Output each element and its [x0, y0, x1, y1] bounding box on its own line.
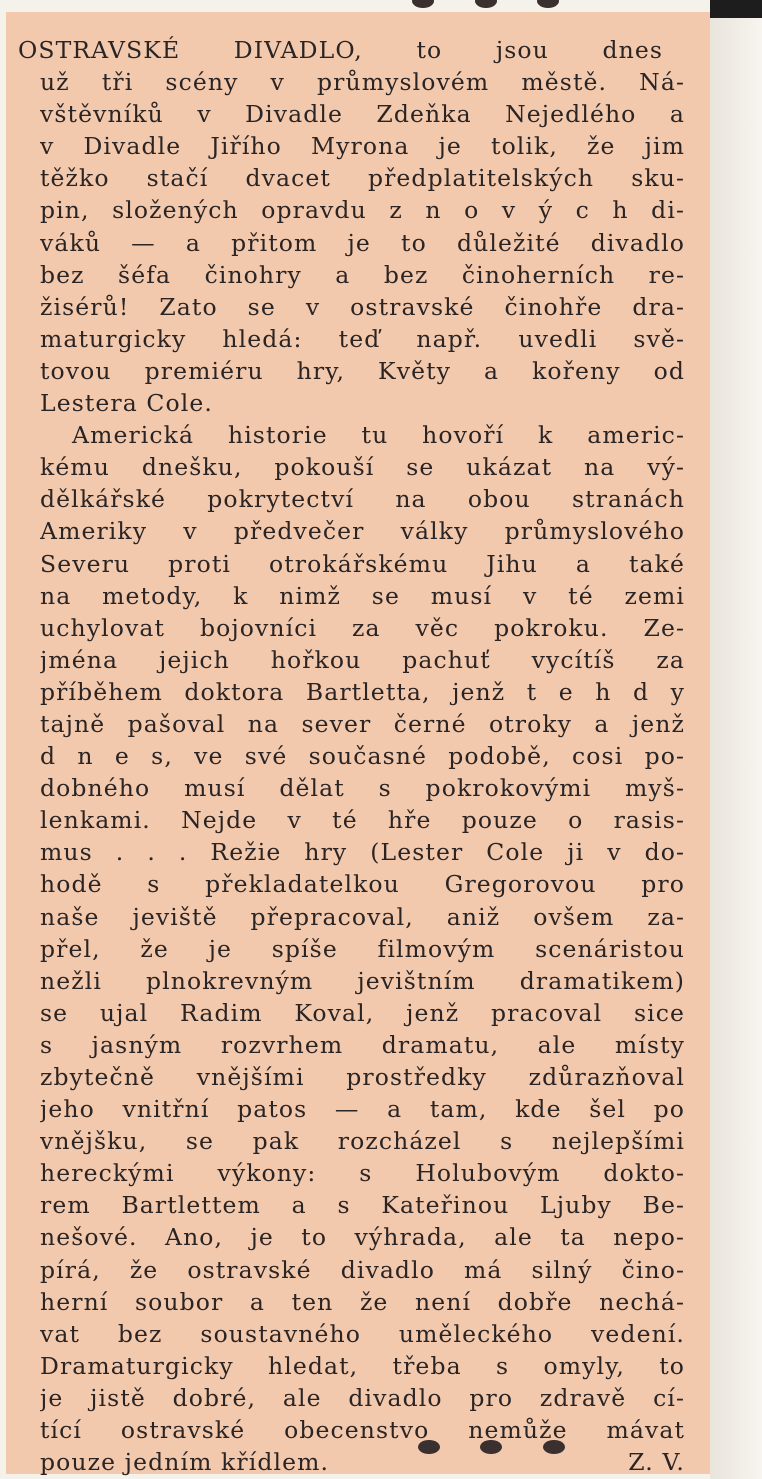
text-line: nežli plnokrevným jevištním dramatikem) [40, 966, 685, 995]
text-line: hereckými výkony: s Holubovým dokto- [40, 1159, 685, 1188]
text-line: vštěvníků v Divadle Zdeňka Nejedlého a [40, 100, 685, 129]
text-line: Dramaturgicky hledat, třeba s omyly, to [40, 1351, 685, 1380]
text-line: těžko stačí dvacet předplatitelských sku- [40, 164, 685, 193]
scan-margin [710, 18, 762, 1479]
binding-hole [537, 0, 559, 8]
text-line: už tři scény v průmyslovém městě. Ná- [40, 68, 685, 97]
text-line: rem Bartlettem a s Kateřinou Ljuby Be- [40, 1191, 685, 1220]
closing-line [40, 1446, 685, 1478]
text-line: tajně pašoval na sever černé otroky a jenž [40, 709, 685, 738]
text-line: tící ostravské obecenstvo nemůže mávat [40, 1416, 685, 1445]
text-line: lenkami. Nejde v té hře pouze o rasis- [40, 806, 685, 835]
text-line: herní soubor a ten že není dobře nechá- [40, 1287, 685, 1316]
text-line: vnějšku, se pak rozcházel s nejlepšími [40, 1127, 685, 1156]
binding-hole [412, 0, 434, 8]
text-line: jména jejich hořkou pachuť vycítíš za [40, 645, 685, 674]
text-line: je jistě dobré, ale divadlo pro zdravě cí- [40, 1383, 685, 1412]
author-signature: Z. V. [628, 1448, 685, 1477]
text-line: maturgicky hledá: teď např. uvedli svě- [40, 324, 685, 353]
text-line: v Divadle Jiřího Myrona je tolik, že jim [40, 132, 685, 161]
text-line: Ameriky v předvečer války průmyslového [40, 517, 685, 546]
text-line: s jasným rozvrhem dramatu, ale místy [40, 1030, 685, 1059]
text-line: váků — a přitom je to důležité divadlo [40, 228, 685, 257]
text-line: pírá, že ostravské divadlo má silný čino- [40, 1255, 685, 1284]
text-line: se ujal Radim Koval, jenž pracoval sice [40, 998, 685, 1027]
text-line: d n e s, ve své současné podobě, cosi po- [40, 742, 685, 771]
text-line: nešové. Ano, je to výhrada, ale ta nepo- [40, 1223, 685, 1252]
text-line: zbytečně vnějšími prostředky zdůrazňoval [40, 1063, 685, 1091]
text-line: pin, složených opravdu z n o v ý c h di- [40, 196, 685, 225]
text-line: dobného musí dělat s pokrokovými myš- [40, 774, 685, 803]
text-line: Americká historie tu hovoří k americ- [72, 421, 685, 450]
article-text [18, 34, 685, 1478]
text-line: naše jeviště přepracoval, aniž ovšem za- [40, 902, 685, 931]
text-line: Lestera Cole. [40, 389, 213, 418]
text-line: jeho vnitřní patos — a tam, kde šel po [40, 1095, 685, 1124]
text-line: hodě s překladatelkou Gregorovou pro [40, 870, 685, 899]
text-line: kému dnešku, pokouší se ukázat na vý- [40, 453, 685, 482]
text-line: příběhem doktora Bartletta, jenž t e h d y [40, 677, 685, 706]
text-line: uchylovat bojovníci za věc pokroku. Ze- [40, 613, 685, 642]
text-line: Severu proti otrokářskému Jihu a také [40, 549, 685, 578]
text-line: bez šéfa činohry a bez činoherních re- [40, 260, 685, 289]
text-line: na metody, k nimž se musí v té zemi [40, 581, 685, 610]
closing-text: pouze jedním křídlem. [40, 1448, 330, 1477]
binding-hole [475, 0, 497, 8]
text-line: OSTRAVSKÉ DIVADLO, to jsou dnes [18, 36, 663, 64]
text-line: přel, že je spíše filmovým scenáristou [40, 934, 685, 963]
text-line: vat bez soustavného uměleckého vedení. [40, 1319, 685, 1348]
scan-border [710, 0, 762, 18]
text-line: žisérů! Zato se v ostravské činohře dra- [40, 292, 685, 321]
text-line: dělkářské pokrytectví na obou stranách [40, 485, 685, 514]
text-line: tovou premiéru hry, Květy a kořeny od [40, 356, 685, 385]
text-line: mus . . . Režie hry (Lester Cole ji v do- [40, 838, 685, 867]
